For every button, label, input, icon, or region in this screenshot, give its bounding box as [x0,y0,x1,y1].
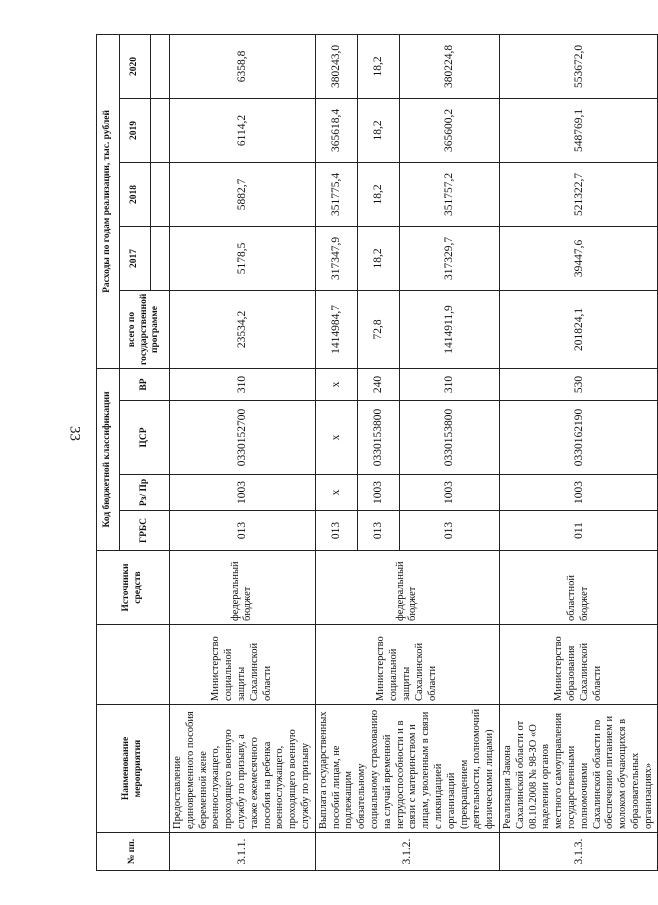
row-source: федеральный бюджет [170,551,316,625]
header-name: Наименование мероприятия [97,705,170,833]
header-year-2018: 2018 [120,162,151,226]
cell-csr: х [315,401,357,475]
cell-rzpr: 1003 [499,475,658,511]
header-rzpr: Рз/ Пр [120,475,170,511]
header-source: Источники средств [97,551,170,625]
row-number: 3.1.3. [499,833,658,871]
table-row [499,34,658,870]
row-executor: Министерство образования Сахалинской области [499,625,658,705]
header-no: № пп. [97,833,170,871]
cell-2019: 365600,2 [399,98,499,162]
cell-rzpr: 1003 [399,475,499,511]
table-row [315,34,357,870]
header-grbs: ГРБС [120,511,170,551]
cell-2020: 380243,0 [315,34,357,98]
cell-2020: 380224,8 [399,34,499,98]
cell-2018: 351757,2 [399,162,499,226]
cell-2017: 5178,5 [170,226,316,290]
cell-vr: 310 [399,368,499,400]
cell-rzpr: 1003 [170,475,316,511]
row-executor: Министерство социальной защиты Сахалинской области [315,625,499,705]
cell-2019: 365618,4 [315,98,357,162]
cell-2018: 5882,7 [170,162,316,226]
cell-vr: 530 [499,368,658,400]
cell-2020: 6358,8 [170,34,316,98]
header-vr: ВР [120,368,170,400]
header-year-2020-spacer [151,34,170,98]
cell-csr: 0330162190 [499,401,658,475]
table-row [170,34,316,870]
row-number: 3.1.1. [170,833,316,871]
cell-2017: 39447,6 [499,226,658,290]
cell-vr: 240 [357,368,399,400]
cell-total: 72,8 [357,290,399,368]
header-year-2018-spacer [151,162,170,226]
cell-total: 1414984,7 [315,290,357,368]
cell-2019: 548769,1 [499,98,658,162]
cell-vr: х [315,368,357,400]
cell-2019: 6114,2 [170,98,316,162]
cell-2018: 18,2 [357,162,399,226]
cell-grbs: 011 [499,511,658,551]
header-executor [97,625,170,705]
budget-table [96,34,658,871]
cell-total: 23534,2 [170,290,316,368]
row-name: Выплата государственных пособий лицам, не подлежащим обязательному социальному страхованию на случай временной нетрудоспособности и в связи с материнством и лицам, уволенным в связи с ликвидацией организаций (прекращением деятельности, полномочий физическими лицами) [315,705,499,833]
cell-csr: 0330152700 [170,401,316,475]
row-name: Предоставление единовременного пособия беременной жене военнослужащего, проходящего военную службу по призыву, а также ежемесячного пособия на ребенка военнослужащего, проходящего военную службу по призыву [170,705,316,833]
cell-total: 1414911,9 [399,290,499,368]
cell-csr: 0330153800 [399,401,499,475]
row-number: 3.1.2. [315,833,499,871]
page-number: 33 [66,426,83,441]
cell-rzpr: 1003 [357,475,399,511]
header-year-2017-spacer [151,226,170,290]
cell-2017: 18,2 [357,226,399,290]
cell-rzpr: х [315,475,357,511]
cell-2019: 18,2 [357,98,399,162]
cell-grbs: 013 [399,511,499,551]
cell-csr: 0330153800 [357,401,399,475]
cell-grbs: 013 [170,511,316,551]
rotated-table-wrapper [96,35,654,871]
cell-grbs: 013 [357,511,399,551]
row-name: Реализация Закона Сахалинской области от 08.10.2008 № 98-ЗО «О наделении органов местного самоуправления государственными полномочиями Сахалинской области по обеспечению питанием и молоком обучающихся в образовательных организациях» [499,705,658,833]
header-year-2017: 2017 [120,226,151,290]
header-total: всего по государственной программе [120,290,170,368]
cell-2018: 521322,7 [499,162,658,226]
cell-2018: 351775,4 [315,162,357,226]
cell-grbs: 013 [315,511,357,551]
header-year-2019: 2019 [120,98,151,162]
cell-2017: 317347,9 [315,226,357,290]
row-source: областной бюджет [499,551,658,625]
cell-vr: 310 [170,368,316,400]
header-expenses: Расходы по годам реализации, тыс. рублей [97,34,120,368]
header-csr: ЦСР [120,401,170,475]
header-year-2020: 2020 [120,34,151,98]
row-source: федеральный бюджет [315,551,499,625]
header-year-2019-spacer [151,98,170,162]
cell-2017: 317329,7 [399,226,499,290]
row-executor: Министерство социальной защиты Сахалинской области [170,625,316,705]
cell-2020: 18,2 [357,34,399,98]
cell-2020: 553672,0 [499,34,658,98]
header-budget-code: Код бюджетной классификации [97,368,120,550]
cell-total: 201824,1 [499,290,658,368]
